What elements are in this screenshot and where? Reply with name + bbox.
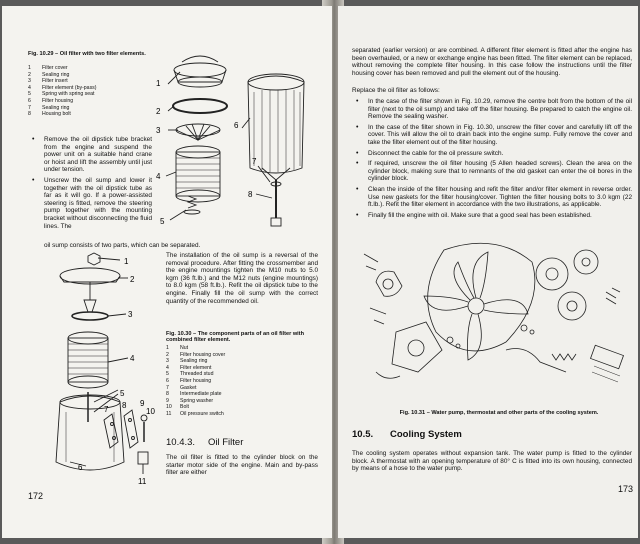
fig-1030-label-7: 7: [104, 405, 109, 414]
fig-1029-oil-filter-diagram: [152, 48, 322, 234]
fig-1030-label-2: 2: [130, 275, 135, 284]
fig-1029-label-7: 7: [252, 157, 257, 166]
page-number: 172: [28, 491, 44, 501]
fig-1030-label-8: 8: [122, 401, 127, 410]
fig-1030-label-6: 6: [78, 463, 83, 472]
fig-1029-label-8: 8: [248, 190, 253, 199]
fig-1030-label-11: 11: [138, 477, 147, 486]
right-bullet-list: [356, 98, 632, 222]
legend-row: 11 Oil pressure switch: [166, 410, 224, 417]
fig-1029-label-2: 2: [156, 107, 161, 116]
list-item: • Clean the inside of the filter housing and refit the filter and/or filter element in reverse order. Use new gaskets for the filter housing/cover. Tighten the filter housing bolts to 3.0 kgm (22 ft.lb.). Refit the filter element in accordance with the two illustrations, as applicable.: [356, 186, 632, 209]
fig-1030-label-10: 10: [146, 407, 155, 416]
fig-1029-label-1: 1: [156, 79, 161, 88]
section-number: 10.4.3.: [166, 437, 196, 448]
list-item: • If required, unscrew the oil filter housing (5 Allen headed screws). Clean the area on the cylinder block, making sure that to remnants of the old gasket can enter the oil bores in the cylinder block.: [356, 160, 632, 183]
fig-1029-title: Fig. 10.29 – Oil filter with two filter elements.: [28, 51, 146, 57]
legend-row: 4 Filter element: [166, 364, 212, 371]
section-number: 10.5.: [352, 429, 374, 440]
legend-row: 5 Spring with spring seat: [28, 91, 95, 98]
list-item: • Remove the oil dipstick tube bracket from the engine and suspend the power unit on a suitable hand crane or hoist and lift the assembly until just under tension.: [32, 136, 152, 174]
fig-1030-label-3: 3: [128, 310, 133, 319]
section-title: Oil Filter: [208, 437, 244, 448]
legend-row: 2 Filter housing cover: [166, 351, 226, 358]
fig-1030-label-4: 4: [130, 354, 135, 363]
fig-1030-legend: [166, 345, 316, 418]
section-paragraph: The oil filter is fitted to the cylinder block on the starter motor side of the engine. Main and by-pass filter are either: [166, 454, 318, 477]
page-number: 173: [618, 484, 634, 494]
fig-1029-label-3: 3: [156, 126, 161, 135]
intro-paragraph: separated (earlier version) or are combined. A different filter element is fitted after the engine has been overhauled, or a new or exchange engine has been fitted. The filter element can be replaced, without removing the complete filter housing. In this case follow the instructions until the filter housing cover has been removed and pull the element out of the housing.: [352, 47, 632, 77]
list-item: • In the case of the filter shown in Fig. 10.30, unscrew the filter cover and carefully lift off the cover. This will allow the oil to drain back into the engine sump. Fully remove the cover and take the filter element out of the filter housing.: [356, 124, 632, 147]
list-item: • Disconnect the cable for the oil pressure switch.: [356, 150, 632, 158]
fig-1029-label-5: 5: [160, 217, 165, 226]
fig-1030-label-1: 1: [124, 257, 129, 266]
list-item: • In the case of the filter shown in Fig. 10.29, remove the centre bolt from the bottom of the oil filter (next to the oil sump) and take off the filter housing. Be prepared to catch the engine oil. Remove the sealing washer.: [356, 98, 632, 121]
replace-line: Replace the oil filter as follows:: [352, 87, 440, 94]
legend-row: 2 Sealing ring: [28, 71, 70, 78]
legend-row: 3 Sealing ring: [166, 358, 208, 365]
legend-row: 7 Gasket: [166, 384, 197, 391]
legend-row: 3 Filter insert: [28, 78, 68, 85]
legend-row: 5 Threaded stud: [166, 371, 214, 378]
fig-1029-label-6: 6: [234, 121, 239, 130]
section-title: Cooling System: [390, 429, 462, 440]
fig-1030-label-5: 5: [120, 389, 125, 398]
left-page: [2, 6, 332, 538]
list-item: • Finally fill the engine with oil. Make sure that a good seal has been established.: [356, 212, 632, 220]
fig-1031-cooling-system-diagram: [356, 232, 632, 408]
legend-row: 8 Housing bolt: [28, 111, 71, 118]
install-paragraph: The installation of the oil sump is a reversal of the removal procedure. After fitting the crossmember and the engine mountings tighten the M10 nuts to 5.0 kgm (36 ft.lb.) and the M12 nuts (engine mountings) to 8.0 kgm (58 ft.lb.). Refit the oil dipstick tube to the engine. Finally fill the oil sump with the correct quantity of the recommended oil.: [166, 252, 318, 305]
fig-1029-label-4: 4: [156, 172, 161, 181]
left-bullet-list: [32, 136, 152, 233]
legend-row: 7 Sealing ring: [28, 104, 70, 111]
list-item: • Unscrew the oil sump and lower it together with the oil dipstick tube as far as it will go. If a power-assisted steering is fitted, remove the steering pump together with the mounting bracket without disconnecting the fluid lines. The: [32, 177, 152, 230]
legend-row: 1 Filter cover: [28, 65, 68, 71]
section-paragraph: The cooling system operates without expansion tank. The water pump is fitted to the cylinder block. A thermostat with an opening temperature of 80° C is fitted into its own housing, connected by means of a hose to the water pump.: [352, 450, 632, 473]
fig-1030-title: Fig. 10.30 – The component parts of an oil filter with combined filter element.: [166, 331, 304, 344]
legend-row: 8 Intermediate plate: [166, 391, 222, 398]
legend-row: 4 Filter element (by-pass): [28, 84, 97, 91]
legend-row: 6 Filter housing: [166, 377, 212, 384]
sump-line: oil sump consists of two parts, which can be separated.: [44, 242, 201, 249]
legend-row: 10 Bolt: [166, 404, 189, 411]
fig-1029-legend: [28, 65, 148, 118]
fig-1031-caption: Fig. 10.31 – Water pump, thermostat and other parts of the cooling system.: [399, 410, 599, 416]
fig-1030-oil-filter-diagram: [40, 252, 160, 498]
legend-row: 9 Spring washer: [166, 397, 214, 404]
legend-row: 1 Nut: [166, 345, 189, 351]
fig-1030-label-9: 9: [140, 399, 145, 408]
legend-row: 6 Filter housing: [28, 97, 74, 104]
right-page: [338, 6, 638, 538]
